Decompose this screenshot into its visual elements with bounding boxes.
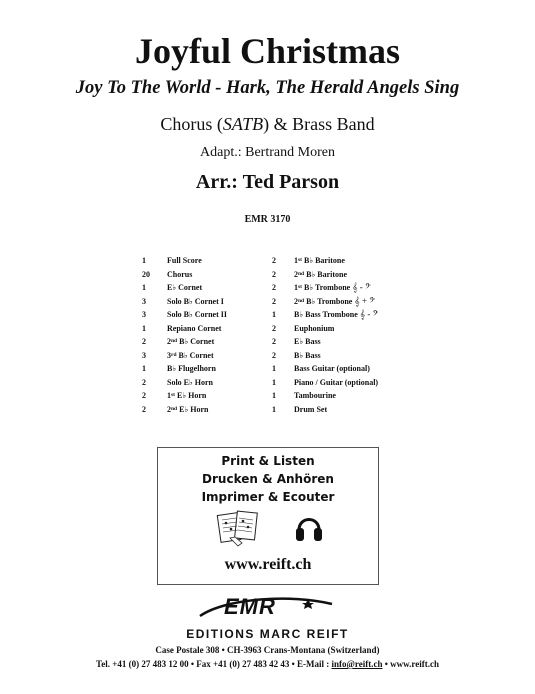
sheet-music-icon bbox=[216, 508, 264, 548]
part-qty: 1 bbox=[142, 364, 146, 373]
part-qty: 1 bbox=[142, 283, 146, 292]
part-name: E♭ Cornet bbox=[167, 283, 203, 292]
forces-prefix: Chorus ( bbox=[160, 114, 223, 134]
part-name: B♭ Bass bbox=[294, 350, 321, 360]
catalog-number: EMR 3170 bbox=[244, 214, 291, 225]
part-name: Solo B♭ Cornet II bbox=[167, 310, 227, 319]
promo-line-french: Imprimer & Ecouter bbox=[201, 490, 335, 504]
page-title: Joyful Christmas bbox=[134, 31, 400, 71]
forces-suffix: ) & Brass Band bbox=[263, 114, 375, 134]
part-name: 2nd B♭ Cornet bbox=[167, 337, 215, 346]
part-qty: 3 bbox=[142, 350, 146, 360]
clef-icon: 𝄞 + 𝄢 bbox=[354, 295, 376, 306]
promo-line-german: Drucken & Anhören bbox=[202, 472, 334, 486]
publisher-name: EDITIONS MARC REIFT bbox=[186, 627, 349, 641]
parts-row bbox=[142, 362, 442, 376]
part-name: 3rd B♭ Cornet bbox=[167, 350, 214, 360]
part-name: Chorus bbox=[167, 269, 193, 279]
part-qty: 1 bbox=[272, 310, 276, 319]
part-qty: 2 bbox=[272, 283, 276, 292]
headphones-icon bbox=[294, 510, 324, 544]
parts-list bbox=[142, 254, 442, 416]
part-qty: 1 bbox=[142, 256, 146, 265]
part-name: B♭ Flugelhorn bbox=[167, 364, 216, 373]
part-qty: 2 bbox=[272, 337, 276, 346]
part-qty: 2 bbox=[142, 391, 146, 400]
part-name: Repiano Cornet bbox=[167, 323, 222, 333]
part-name: 2nd E♭ Horn bbox=[167, 404, 209, 414]
part-qty: 1 bbox=[272, 404, 276, 414]
parts-row bbox=[142, 349, 442, 363]
part-qty: 1 bbox=[142, 323, 146, 333]
publisher-address: Case Postale 308 • CH-3963 Crans-Montana (Switzerland) bbox=[155, 645, 380, 655]
part-qty: 2 bbox=[272, 350, 276, 360]
part-qty: 20 bbox=[142, 269, 150, 279]
subtitle: Joy To The World - Hark, The Herald Angels Sing bbox=[75, 78, 460, 98]
parts-row bbox=[142, 376, 442, 390]
parts-row bbox=[142, 308, 442, 322]
part-name: Full Score bbox=[167, 256, 202, 265]
parts-row bbox=[142, 403, 442, 417]
print-and-listen-box[interactable] bbox=[157, 447, 379, 585]
part-name: E♭ Bass bbox=[294, 337, 321, 346]
clef-icon: 𝄞 - 𝄢 bbox=[352, 282, 371, 292]
part-name: 1st B♭ Baritone bbox=[294, 256, 345, 265]
part-qty: 2 bbox=[272, 296, 276, 306]
part-qty: 2 bbox=[272, 323, 276, 333]
adaptation-credit: Adapt.: Bertrand Moren bbox=[200, 145, 335, 160]
promo-line-english: Print & Listen bbox=[221, 454, 315, 468]
logo-text: EMR bbox=[224, 594, 276, 619]
forces-satb: SATB bbox=[222, 114, 264, 134]
part-name: 2nd B♭ Baritone bbox=[294, 269, 348, 279]
part-name: B♭ Bass Trombone 𝄞 - 𝄢 bbox=[294, 309, 379, 319]
part-name: 1st B♭ Trombone 𝄞 - 𝄢 bbox=[294, 282, 371, 292]
part-name: Piano / Guitar (optional) bbox=[294, 377, 379, 387]
parts-row bbox=[142, 268, 442, 282]
part-name: 2nd B♭ Trombone 𝄞 + 𝄢 bbox=[294, 295, 376, 306]
parts-row bbox=[142, 281, 442, 295]
parts-row bbox=[142, 295, 442, 309]
instrumentation bbox=[0, 114, 535, 135]
part-name: Solo E♭ Horn bbox=[167, 377, 214, 387]
part-qty: 2 bbox=[142, 337, 146, 346]
clef-icon: 𝄞 - 𝄢 bbox=[359, 309, 379, 319]
part-qty: 1 bbox=[272, 377, 276, 387]
part-qty: 3 bbox=[142, 296, 146, 306]
part-qty: 2 bbox=[272, 269, 276, 279]
parts-row bbox=[142, 335, 442, 349]
parts-row bbox=[142, 254, 442, 268]
part-name: Tambourine bbox=[294, 391, 336, 400]
publisher-contact: Tel. +41 (0) 27 483 12 00 • Fax +41 (0) 27 483 42 43 • E-Mail : info@reift.ch • www.reift.ch bbox=[96, 659, 439, 669]
part-name: 1st E♭ Horn bbox=[167, 391, 207, 400]
part-name: Drum Set bbox=[294, 404, 328, 414]
part-qty: 2 bbox=[142, 404, 146, 414]
website-link[interactable]: www.reift.ch bbox=[224, 556, 312, 573]
part-qty: 1 bbox=[272, 364, 276, 373]
part-qty: 3 bbox=[142, 310, 146, 319]
part-qty: 2 bbox=[272, 256, 276, 265]
part-qty: 2 bbox=[142, 377, 146, 387]
part-name: Solo B♭ Cornet I bbox=[167, 296, 224, 306]
part-qty: 1 bbox=[272, 391, 276, 400]
email-link[interactable]: info@reift.ch bbox=[331, 659, 383, 669]
part-name: Euphonium bbox=[294, 323, 335, 333]
arranger-credit: Arr.: Ted Parson bbox=[195, 171, 340, 193]
parts-row bbox=[142, 322, 442, 336]
part-name: Bass Guitar (optional) bbox=[294, 364, 370, 373]
publisher-logo bbox=[0, 592, 535, 632]
parts-row bbox=[142, 389, 442, 403]
